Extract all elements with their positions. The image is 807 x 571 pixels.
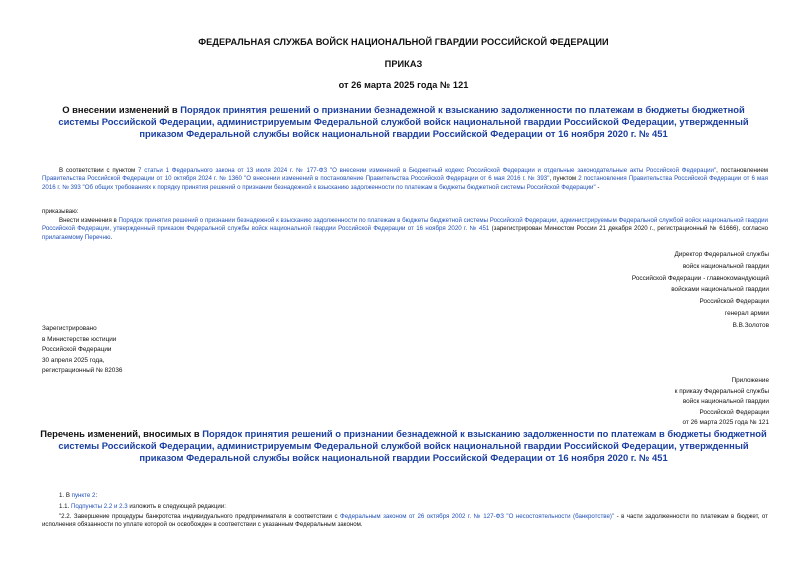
order-text-1: Внести изменения в — [59, 217, 119, 224]
appendix-line: Российской Федерации — [699, 408, 769, 416]
registration-line: 30 апреля 2025 года, — [42, 356, 105, 364]
order-text — [42, 217, 768, 242]
signature-line: войск национальной гвардии — [682, 262, 769, 270]
registration-block — [42, 324, 122, 377]
appendix-block — [675, 376, 769, 429]
preamble-text-4: - — [595, 183, 600, 191]
item-1-end: : — [95, 492, 98, 499]
quote-text-2: - в части задолженности по платежам в бюджет, от исполнения обязанности по уплате которой он освобожден в соответствии с указанным Федеральным законом. — [42, 513, 768, 529]
appendix-line: войск национальной гвардии — [682, 398, 769, 406]
order-link-list[interactable]: прилагаемому Перечню — [42, 233, 111, 241]
list-title-prefix: Перечень изменений, вносимых в — [40, 428, 203, 439]
preamble-link-decree-393[interactable]: 2 постановления Правительства Российской Федерации от 6 мая 2016 г. № 393 "Об общих требованиях к порядку принятия решений о признании безнадежной к взысканию задолженности по платежам в бюджеты бюджетной системы Российской Федерации" — [42, 175, 768, 191]
signature-block — [632, 249, 769, 332]
signature-line: войсками национальной гвардии — [671, 286, 769, 294]
appendix-line: к приказу Федеральной службы — [674, 387, 769, 395]
preamble-text-1: В соответствии с пунктом — [59, 167, 139, 174]
order-text-2: (зарегистрирован Минюстом России 21 декабря 2020 г., регистрационный № 61666), согласно — [489, 225, 768, 233]
item-1-1-end: изложить в следующей редакции: — [127, 503, 226, 510]
registration-line: регистрационный № 82036 — [42, 367, 123, 375]
preamble-link-decree-1360[interactable]: Правительства Российской Федерации от 10 октября 2024 г. № 1360 "О внесении изменений в постановление Правительства Российской Федерации от 6 мая 2016 г. № 393" — [42, 175, 550, 183]
item-1-1-link[interactable]: Подпункты 2.2 и 2.3 — [70, 503, 128, 510]
appendix-line: от 26 марта 2025 года № 121 — [682, 419, 769, 427]
signature-signer: В.В.Золотов — [732, 321, 769, 329]
preamble — [42, 167, 768, 192]
registration-line: Зарегистрировано — [42, 325, 97, 332]
order-link-procedure[interactable]: Порядок принятия решений о признании безнадежной к взысканию задолженности по платежам в бюджеты бюджетной системы Российской Федерации, администрируемым Федеральной службой войск национальной гвардии Российской Федерации, утвержденный приказом Федеральной службы войск национальной гвардии Российской Федерации от 16 ноября 2020 г. № 451 — [42, 217, 768, 233]
quote-link-law-127[interactable]: Федеральным законом от 26 октября 2002 г. № 127-ФЗ "О несостоятельности (банкротстве)" — [340, 513, 615, 520]
appendix-line: Приложение — [731, 377, 769, 384]
title-link[interactable]: Порядок принятия решений о признании безнадежной к взысканию задолженности по платежам в бюджеты бюджетной системы Российской Федерации, администрируемым Федеральной службой войск национальной гвардии Российской Федерации, утвержденный приказом Федеральной службы войск национальной гвардии Российской Федерации от 16 ноября 2020 г. № 451 — [58, 104, 749, 139]
preamble-text-3: , пунктом — [549, 175, 579, 183]
item-1-text: 1. В — [59, 492, 72, 499]
order-text-3: . — [110, 233, 113, 241]
title-prefix: О внесении изменений в — [62, 104, 181, 115]
item-1 — [59, 492, 97, 500]
registration-line: Российской Федерации — [42, 346, 112, 354]
list-title-link[interactable]: Порядок принятия решений о признании безнадежной к взысканию задолженности по платежам в бюджеты бюджетной системы Российской Федерации, администрируемым Федеральной службой войск национальной гвардии Российской Федерации, утвержденный приказом Федеральной службы войск национальной гвардии Российской Федерации от 16 ноября 2020 г. № 451 — [58, 428, 767, 463]
doc-type: ПРИКАЗ — [384, 59, 423, 69]
preamble-link-law[interactable]: 7 статьи 1 Федерального закона от 13 июля 2024 г. № 177-ФЗ "О внесении изменений в Бюджетный кодекс Российской Федерации и отдельные законодательные акты Российской Федерации" — [138, 167, 717, 174]
org-header: ФЕДЕРАЛЬНАЯ СЛУЖБА ВОЙСК НАЦИОНАЛЬНОЙ ГВАРДИИ РОССИЙСКОЙ ФЕДЕРАЦИИ — [198, 37, 609, 47]
item-1-1 — [59, 503, 226, 511]
signature-line: Директор Федеральной службы — [674, 251, 769, 258]
signature-line: Российской Федерации - главнокомандующий — [631, 274, 769, 282]
order-word: приказываю: — [42, 208, 79, 215]
item-quote — [42, 513, 768, 530]
list-title — [0, 428, 807, 464]
item-1-link[interactable]: пункте 2 — [71, 492, 96, 499]
registration-line: в Министерстве юстиции — [42, 335, 117, 343]
signature-line: Российской Федерации — [699, 298, 769, 306]
document-title — [0, 104, 807, 140]
quote-text-1: "2.2. Завершение процедуры банкротства индивидуального предпринимателя в соответствии с — [59, 513, 341, 520]
item-1-1-text: 1.1. — [59, 503, 71, 510]
doc-date-number: от 26 марта 2025 года № 121 — [338, 80, 469, 90]
signature-line: генерал армии — [724, 309, 769, 317]
preamble-text-2: , постановлением — [716, 167, 768, 174]
